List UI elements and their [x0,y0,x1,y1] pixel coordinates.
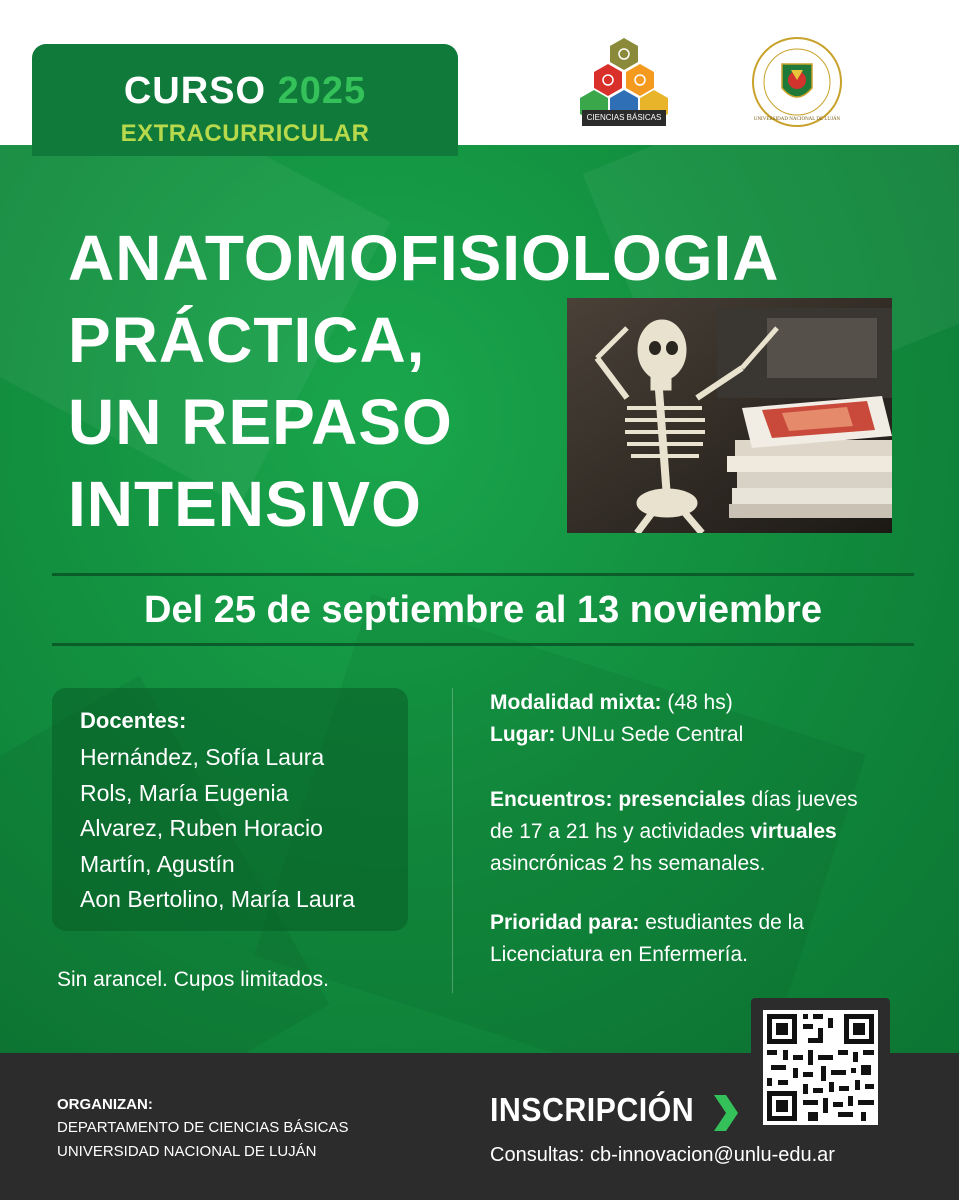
prioridad-text: estudiantes de la [639,911,804,934]
course-dates: Del 25 de septiembre al 13 noviembre [144,589,822,631]
title-line: PRÁCTICA, [68,304,426,376]
course-badge [32,44,458,156]
unlu-seal-text: UNIVERSIDAD NACIONAL DE LUJÁN [753,117,841,122]
course-year: 2025 [277,70,367,112]
course-badge-title [32,70,458,113]
prioridad-label: Prioridad para: [490,911,640,934]
docente-name: Hernández, Sofía Laura [80,744,325,770]
skeleton-photo [567,298,892,533]
encuentros-horario: de 17 a 21 hs y actividades [490,820,751,843]
encuentros-label: Encuentros: [490,788,613,811]
lugar-line [490,719,743,751]
docente-name: Aon Bertolino, María Laura [80,886,355,912]
modalidad-block [490,687,743,751]
docentes-list [80,740,355,918]
skeleton-photo-illustration [567,298,892,533]
modalidad-label: Modalidad mixta: [490,691,662,714]
organizer-university: UNIVERSIDAD NACIONAL DE LUJÁN [57,1143,317,1160]
docentes-box [52,688,408,931]
unlu-seal-logo [752,36,842,128]
encuentros-line-1 [490,784,858,816]
date-rule-top [52,573,914,576]
chevron-right-icon [710,1093,740,1133]
prioridad-line-1 [490,907,804,939]
organizers-heading: ORGANIZAN: [57,1096,153,1113]
column-divider [452,688,453,993]
docente-name: Martín, Agustín [80,850,235,877]
docentes-heading: Docentes: [80,708,187,733]
lugar-label: Lugar: [490,723,556,746]
encuentros-dias: días jueves [745,788,858,811]
encuentros-virtuales: virtuales [750,820,837,843]
title-line: UN REPASO [68,386,453,458]
docente-name: Rols, María Eugenia [80,779,289,806]
inscripcion-label: INSCRIPCIÓN [490,1091,695,1128]
title-line: INTENSIVO [68,468,422,540]
prioridad-block [490,907,804,971]
ciencias-basicas-label: CIENCIAS BÁSICAS [582,110,666,126]
lugar-value: UNLu Sede Central [555,723,744,746]
course-word: CURSO [123,70,267,112]
modalidad-line [490,687,743,719]
qr-code[interactable] [751,998,890,1137]
prioridad-line-2: Licenciatura en Enfermería. [490,943,748,966]
qr-code-pattern [763,1010,878,1125]
modalidad-value: (48 hs) [661,691,733,714]
organizer-department: DEPARTAMENTO DE CIENCIAS BÁSICAS [57,1119,349,1136]
free-enrollment-note: Sin arancel. Cupos limitados. [57,968,329,991]
course-type: EXTRACURRICULAR [120,120,370,147]
date-rule-bottom [52,643,914,646]
docente-name: Alvarez, Ruben Horacio [80,815,323,841]
main-panel [0,145,959,1053]
title-line: ANATOMOFISIOLOGIA [68,222,780,294]
encuentros-presenciales: presenciales [612,788,746,811]
contact-email[interactable]: Consultas: cb-innovacion@unlu-edu.ar [490,1144,835,1166]
encuentros-line-2 [490,816,858,848]
encuentros-line-3: asincrónicas 2 hs semanales. [490,852,766,875]
encuentros-block [490,784,858,880]
